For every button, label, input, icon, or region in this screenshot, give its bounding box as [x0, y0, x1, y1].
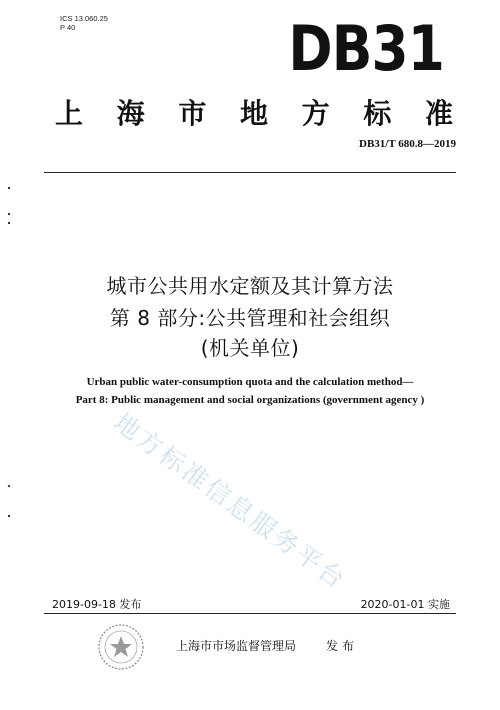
- scan-mark: [8, 485, 11, 488]
- implementation-date: 2020-01-01 实施: [360, 598, 450, 611]
- scan-mark: [8, 222, 10, 224]
- title-cn-line-1: 城市公共用水定额及其计算方法: [106, 274, 394, 298]
- title-cn-line-3: (机关单位): [200, 336, 300, 360]
- publisher: 上海市市场监督管理局: [176, 639, 297, 653]
- seal-icon: [96, 622, 146, 672]
- watermark: 地方标准信息服务平台: [108, 407, 353, 596]
- ccs-code: P 40: [60, 23, 76, 32]
- standard-title: 上 海 市 地 方 标 准: [55, 97, 455, 130]
- ics-code: ICS 13.060.25: [60, 14, 108, 23]
- publish-action: 发布: [326, 639, 359, 653]
- standard-logo: DB31: [288, 12, 444, 85]
- bottom-divider: [44, 613, 456, 614]
- top-divider: [44, 172, 456, 173]
- title-cn-line-2: 第 8 部分:公共管理和社会组织: [109, 306, 391, 330]
- ics-classification: [60, 14, 108, 32]
- title-en-line-1: Urban public water-consumption quota and the calculation method—: [86, 376, 414, 388]
- title-en-line-2: Part 8: Public management and social organizations (government agency ): [75, 394, 425, 406]
- scan-mark: [8, 187, 10, 189]
- standard-number: DB31/T 680.8—2019: [359, 138, 456, 150]
- scan-mark: [8, 515, 10, 517]
- issue-date: 2019-09-18 发布: [52, 598, 142, 611]
- scan-mark: [8, 213, 10, 215]
